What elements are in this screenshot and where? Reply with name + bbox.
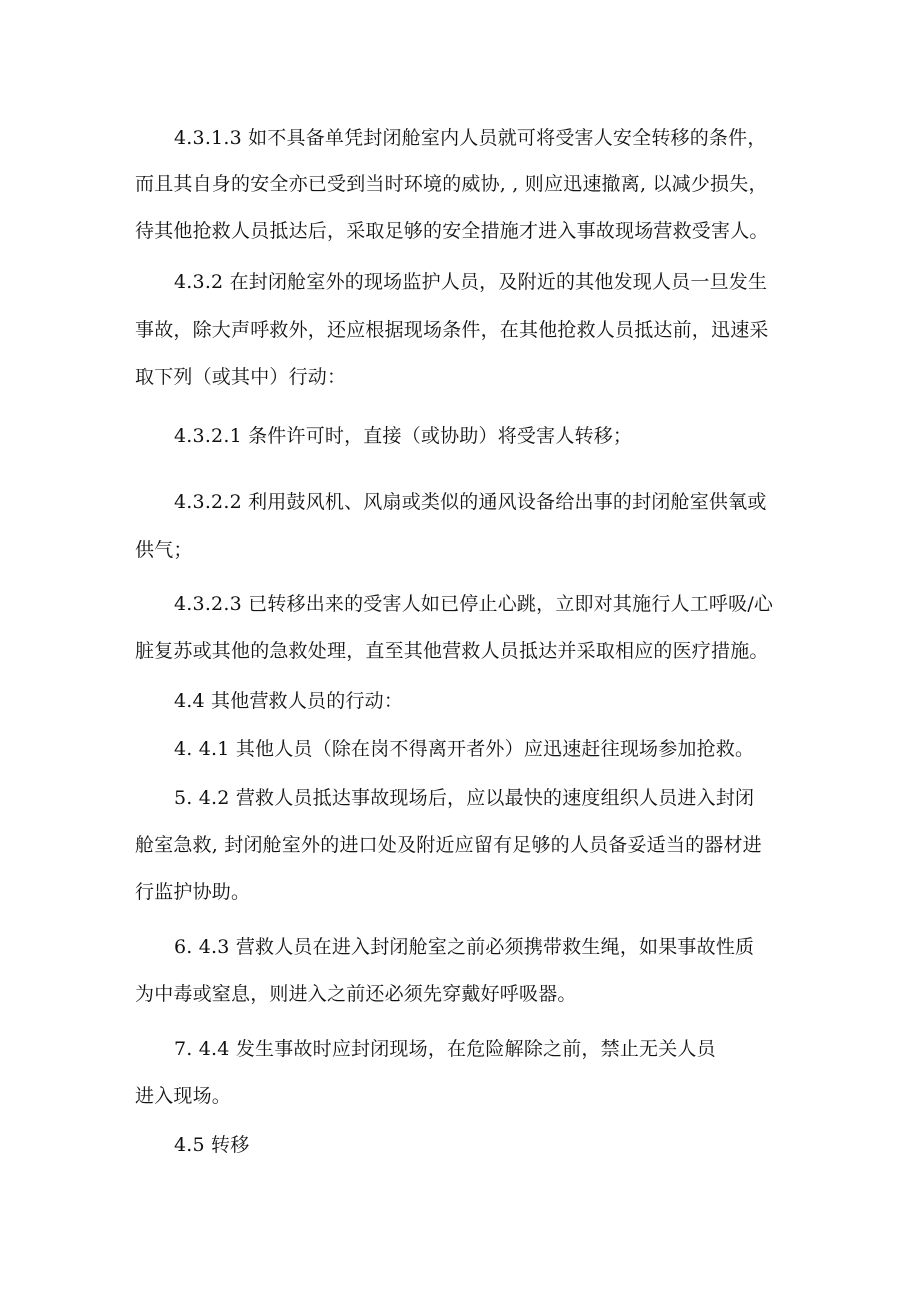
paragraph-4-3-2-line-1: 4.3.2 在封闭舱室外的现场监护人员，及附近的其他发现人员一旦发生 (174, 271, 768, 293)
list-item-7-line-1: 7. 4.4 发生事故时应封闭现场，在危险解除之前，禁止无关人员 (174, 1038, 716, 1060)
paragraph-4-3-2-3-line-2: 脏复苏或其他的急救处理，直至其他营救人员抵达并采取相应的医疗措施。 (135, 640, 769, 662)
paragraph-4-3-2-2-line-2: 供气； (135, 539, 193, 561)
paragraph-4-3-2-line-2: 事故，除大声呼救外，还应根据现场条件，在其他抢救人员抵达前，迅速采 (135, 319, 769, 341)
list-item-5-line-3: 行监护协助。 (135, 881, 251, 903)
paragraph-4-3-2-2-line-1: 4.3.2.2 利用鼓风机、风扇或类似的通风设备给出事的封闭舱室供氧或 (174, 491, 767, 513)
list-item-5-line-2: 舱室急救, 封闭舱室外的进口处及附近应留有足够的人员备妥适当的器材进 (135, 834, 762, 856)
paragraph-4-3-1-3-line-1: 4.3.1.3 如不具备单凭封闭舱室内人员就可将受害人安全转移的条件， (174, 127, 767, 149)
paragraph-4-3-1-3-line-2: 而且其自身的安全亦已受到当时环境的威协, , 则应迅速撤离, 以减少损失， (135, 173, 768, 195)
paragraph-4-3-2-3-line-1: 4.3.2.3 已转移出来的受害人如已停止心跳，立即对其施行人工呼吸/心 (174, 593, 774, 615)
list-item-6-line-2: 为中毒或窒息，则进入之前还必须先穿戴好呼吸器。 (135, 983, 577, 1005)
list-item-4: 4. 4.1 其他人员（除在岗不得离开者外）应迅速赶往现场参加抢救。 (174, 738, 755, 760)
paragraph-4-3-2-1: 4.3.2.1 条件许可时，直接（或协助）将受害人转移； (174, 425, 633, 447)
list-item-5-line-1: 5. 4.2 营救人员抵达事故现场后，应以最快的速度组织人员进入封闭 (174, 787, 755, 809)
paragraph-4-3-1-3-line-3: 待其他抢救人员抵达后，采取足够的安全措施才进入事故现场营救受害人。 (135, 220, 769, 242)
section-4-5-heading: 4.5 转移 (174, 1134, 250, 1156)
paragraph-4-3-2-line-3: 取下列（或其中）行动： (135, 366, 347, 388)
list-item-7-line-2: 进入现场。 (135, 1085, 232, 1107)
section-4-4-heading: 4.4 其他营救人员的行动： (174, 690, 404, 712)
list-item-6-line-1: 6. 4.3 营救人员在进入封闭舱室之前必须携带救生绳，如果事故性质 (174, 936, 755, 958)
